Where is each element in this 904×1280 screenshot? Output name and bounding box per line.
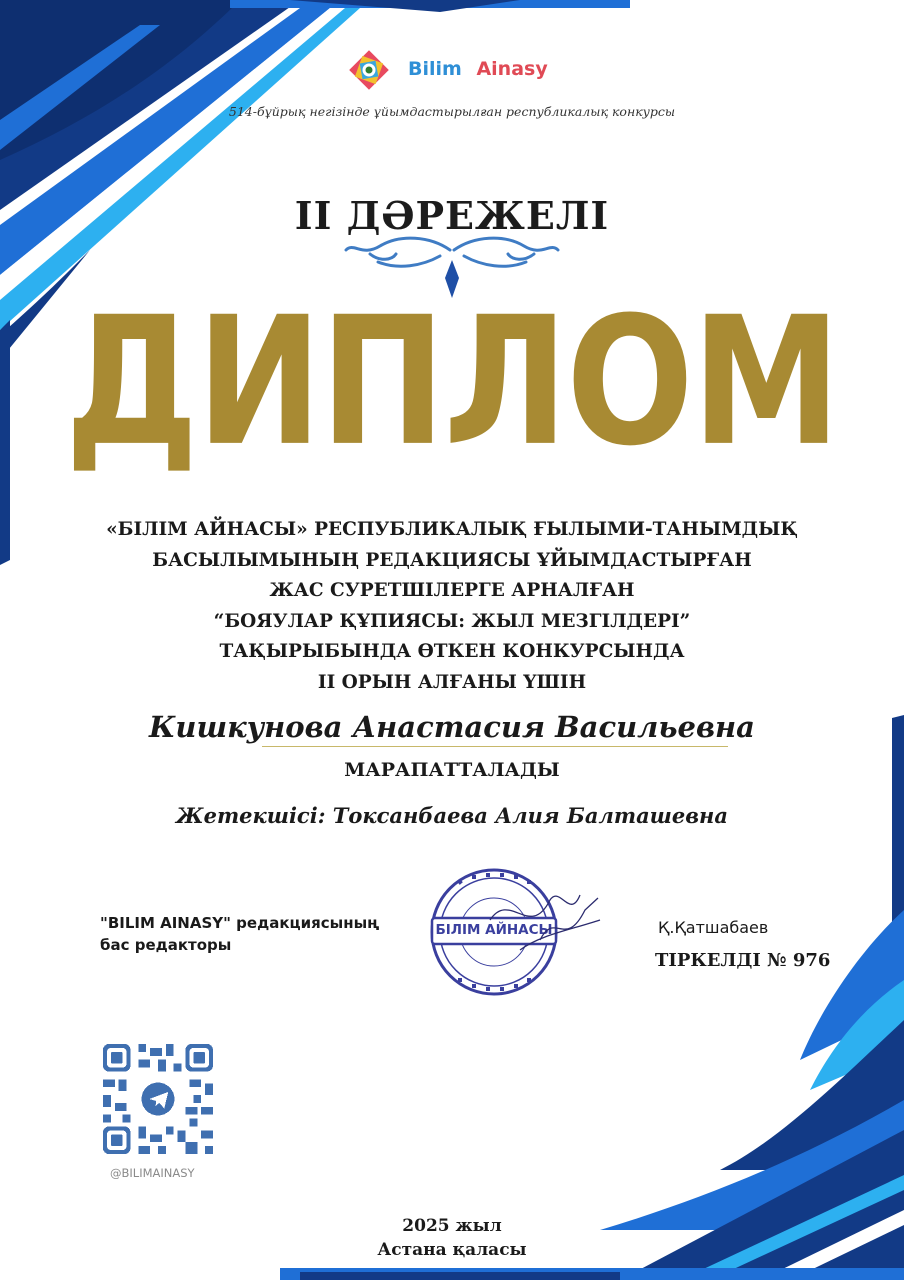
editor-line: бас редакторы — [100, 936, 232, 954]
brand-part2: Ainasy — [476, 58, 548, 80]
brand-part1: Bilim — [408, 58, 462, 80]
diploma-title: ДИПЛОМ — [64, 280, 840, 486]
social-handle: @BILIMAINASY — [110, 1166, 195, 1180]
description-line: ТАҚЫРЫБЫНДА ӨТКЕН КОНКУРСЫНДА — [219, 641, 685, 662]
stamp-text: БІЛІМ АЙНАСЫ — [435, 922, 553, 938]
registration-number: ТІРКЕЛДІ № 976 — [655, 950, 831, 971]
description-line: «БІЛІМ АЙНАСЫ» РЕСПУБЛИКАЛЫҚ ҒЫЛЫМИ-ТАНЫМДЫҚ — [106, 519, 798, 540]
winner-name: Кишкунова Анастасия Васильевна — [149, 710, 755, 744]
qr-code-icon — [102, 1044, 214, 1154]
award-description — [0, 515, 904, 698]
award-text: МАРАПАТТАЛАДЫ — [344, 759, 560, 781]
logo — [343, 44, 395, 96]
description-line: БАСЫЛЫМЫНЫҢ РЕДАКЦИЯСЫ ҰЙЫМДАСТЫРҒАН — [152, 549, 752, 571]
footer-year: 2025 жыл — [402, 1216, 502, 1236]
footer-city: Астана қаласы — [377, 1240, 527, 1260]
contest-subtitle: 514-бұйрық негізінде ұйымдастырылған республикалық конкурсы — [228, 104, 676, 119]
supervisor: Жетекшісі: Токсанбаева Алия Балташевна — [176, 803, 728, 828]
qr-code — [102, 1044, 214, 1154]
description-line: “БОЯУЛАР ҚҰПИЯСЫ: ЖЫЛ МЕЗГІЛДЕРІ” — [213, 610, 691, 632]
brand-name — [408, 58, 548, 80]
description-line: II ОРЫН АЛҒАНЫ ҮШІН — [317, 671, 587, 693]
footer — [0, 1214, 904, 1262]
signature-icon — [480, 880, 610, 970]
signer-name: Қ.Қатшабаев — [658, 918, 769, 937]
description-line: ЖАС СУРЕТШІЛЕРГЕ АРНАЛҒАН — [269, 580, 635, 601]
logo-mark-icon — [343, 44, 395, 96]
editor-title — [100, 912, 379, 956]
degree-title: II ДӘРЕЖЕЛІ — [294, 193, 610, 238]
winner-underline — [262, 746, 728, 747]
editor-line: "BILIM AINASY" редакциясының — [100, 914, 380, 932]
